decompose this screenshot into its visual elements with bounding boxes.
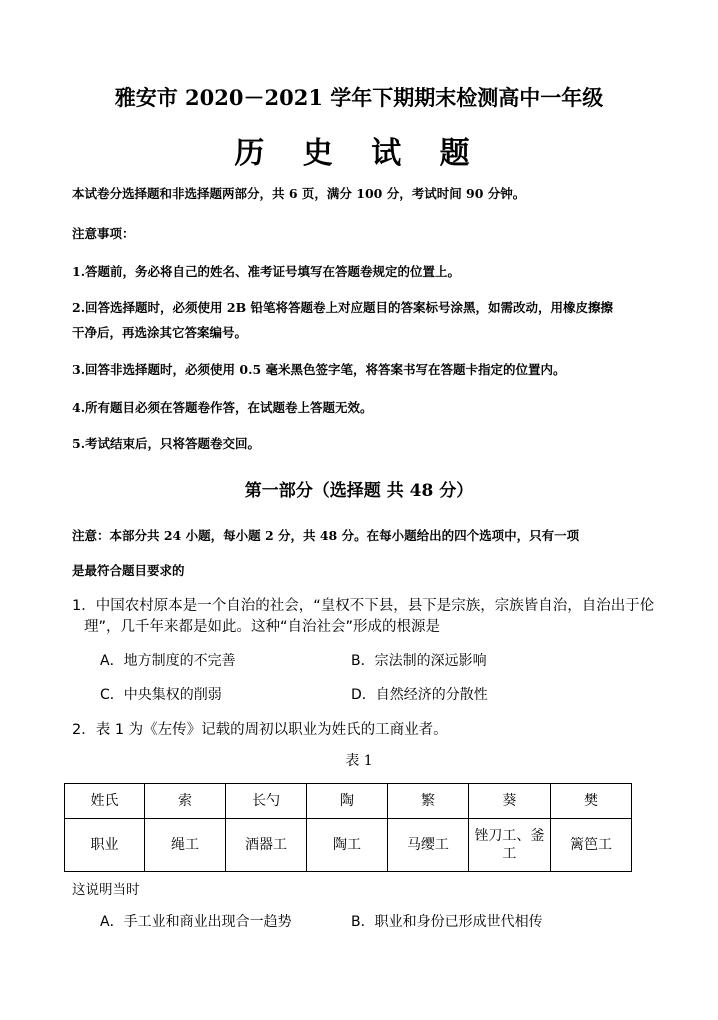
table-cell: 酒器工 bbox=[226, 819, 307, 872]
question-1-option-a: A．地方制度的不完善 bbox=[100, 653, 236, 669]
table-cell: 锉刀工、釜工 bbox=[468, 819, 550, 872]
note-item-3: 3.回答非选择题时，必须使用 0.5 毫米黑色签字笔，将答案书写在答题卡指定的位置内。 bbox=[72, 362, 566, 377]
table-cell: 姓氏 bbox=[65, 784, 145, 819]
question-1-stem-line-2: 理”，几千年来都是如此。这种“自治社会”形成的根源是 bbox=[84, 619, 441, 635]
table-cell: 职业 bbox=[65, 819, 145, 872]
question-1-option-d: D．自然经济的分散性 bbox=[351, 687, 488, 703]
notes-heading: 注意事项： bbox=[72, 226, 135, 241]
table-cell: 索 bbox=[145, 784, 226, 819]
table-cell: 陶 bbox=[306, 784, 387, 819]
question-2-stem: 2．表 1 为《左传》记载的周初以职业为姓氏的工商业者。 bbox=[72, 722, 448, 738]
table-cell: 篱笆工 bbox=[550, 819, 631, 872]
question-1-stem-line-1: 1．中国农村原本是一个自治的社会，“皇权不下县，县下是宗族，宗族皆自治，自治出于伦 bbox=[72, 598, 655, 614]
question-2-option-a: A．手工业和商业出现合一趋势 bbox=[100, 914, 292, 930]
surname-occupation-table bbox=[64, 783, 632, 872]
note-item-2-line-1: 2.回答选择题时，必须使用 2B 铅笔将答题卷上对应题目的答案标号涂黑，如需改动，用橡皮擦擦 bbox=[72, 300, 614, 315]
table-cell: 繁 bbox=[387, 784, 468, 819]
exam-summary: 本试卷分选择题和非选择题两部分，共 6 页，满分 100 分，考试时间 90 分钟。 bbox=[72, 186, 526, 201]
question-1-option-c: C．中央集权的削弱 bbox=[100, 687, 222, 703]
question-1-option-b: B．宗法制的深远影响 bbox=[351, 653, 487, 669]
question-2-option-b: B．职业和身份已形成世代相传 bbox=[351, 914, 543, 930]
table-cell: 绳工 bbox=[145, 819, 226, 872]
table-caption: 表 1 bbox=[345, 753, 373, 769]
question-2-conclusion: 这说明当时 bbox=[72, 882, 140, 898]
table-cell: 陶工 bbox=[306, 819, 387, 872]
note-item-4: 4.所有题目必须在答题卷作答，在试题卷上答题无效。 bbox=[72, 400, 373, 415]
table-cell: 樊 bbox=[550, 784, 631, 819]
table-row bbox=[65, 784, 632, 819]
note-item-2-line-2: 干净后，再选涂其它答案编号。 bbox=[72, 325, 248, 340]
table-cell: 长勺 bbox=[226, 784, 307, 819]
note-item-5: 5.考试结束后，只将答题卷交回。 bbox=[72, 436, 261, 451]
section-title: 第一部分（选择题 共 48 分） bbox=[244, 481, 474, 501]
section-instruction-line-2: 是最符合题目要求的 bbox=[72, 563, 185, 578]
subject-title: 历 史 试 题 bbox=[234, 136, 484, 171]
exam-title: 雅安市 2020－2021 学年下期期末检测高中一年级 bbox=[114, 85, 604, 110]
table-row bbox=[65, 819, 632, 872]
section-instruction-line-1: 注意：本部分共 24 小题，每小题 2 分，共 48 分。在每小题给出的四个选项中，只有一项 bbox=[72, 528, 580, 543]
table-cell: 葵 bbox=[468, 784, 550, 819]
note-item-1: 1.答题前，务必将自己的姓名、准考证号填写在答题卷规定的位置上。 bbox=[72, 264, 461, 279]
table-cell: 马缨工 bbox=[387, 819, 468, 872]
